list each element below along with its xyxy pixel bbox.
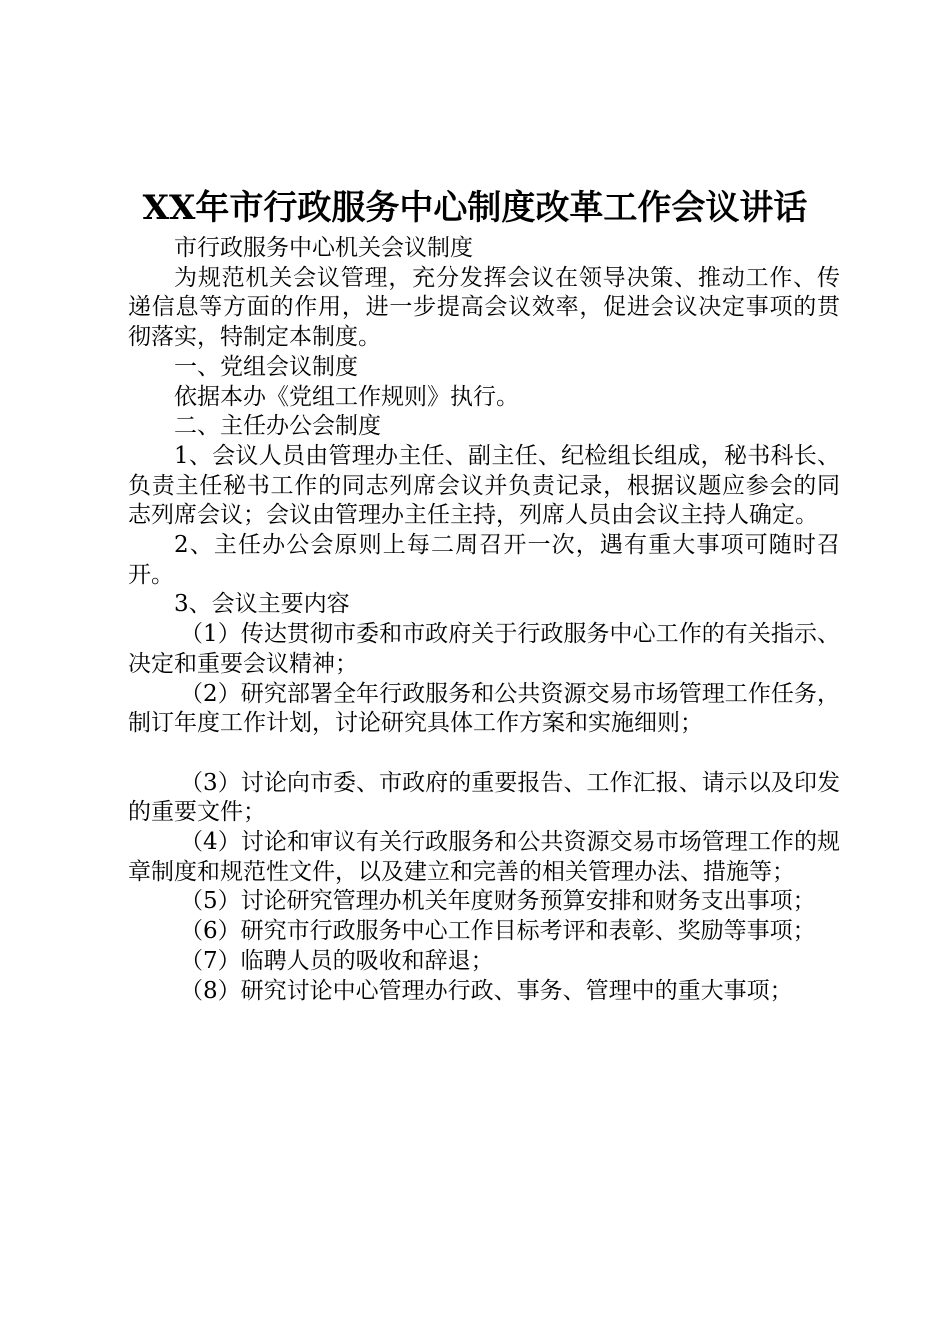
blank-line [128, 739, 840, 769]
paragraph-item-1: 1、会议人员由管理办主任、副主任、纪检组长组成，秘书科长、负责主任秘书工作的同志列席会议并负责记录，根据议题应参会的同志列席会议；会议由管理办主任主持，列席人员由会议主持人确定。 [128, 442, 840, 529]
paragraph-subitem-7: （7）临聘人员的吸收和辞退； [180, 947, 494, 974]
paragraph-item-2: 2、主任办公会原则上每二周召开一次，遇有重大事项可随时召开。 [128, 532, 840, 588]
paragraph-subitem-1: （1）传达贯彻市委和市政府关于行政服务中心工作的有关指示、决定和重要会议精神； [128, 621, 840, 677]
paragraph-item-3: 3、会议主要内容 [174, 591, 350, 618]
paragraph-subitem-3: （3）讨论向市委、市政府的重要报告、工作汇报、请示以及印发的重要文件； [128, 769, 840, 826]
paragraph-heading-system: 市行政服务中心机关会议制度 [174, 235, 473, 261]
paragraph-subitem-4: （4）讨论和审议有关行政服务和公共资源交易市场管理工作的规章制度和规范性文件，以及建立和完善的相关管理办法、措施等； [128, 829, 840, 885]
paragraph-subitem-6: （6）研究市行政服务中心工作目标考评和表彰、奖励等事项； [180, 918, 816, 945]
paragraph-subitem-8: （8）研究讨论中心管理办行政、事务、管理中的重大事项； [180, 977, 793, 1004]
paragraph-subitem-5: （5）讨论研究管理办机关年度财务预算安排和财务支出事项； [180, 888, 816, 915]
document-title: XX年市行政服务中心制度改革工作会议讲话 [142, 188, 808, 228]
paragraph-section-2: 二、主任办公会制度 [174, 413, 381, 440]
paragraph-subitem-2: （2）研究部署全年行政服务和公共资源交易市场管理工作任务，制订年度工作计划，讨论研究具体工作方案和实施细则； [128, 680, 840, 737]
paragraph-intro: 为规范机关会议管理，充分发挥会议在领导决策、推动工作、传递信息等方面的作用，进一步提高会议效率，促进会议决定事项的贯彻落实，特制定本制度。 [128, 264, 840, 351]
paragraph-section-1-body: 依据本办《党组工作规则》执行。 [174, 383, 519, 410]
document-body [128, 234, 840, 1006]
paragraph-section-1: 一、党组会议制度 [174, 353, 358, 380]
